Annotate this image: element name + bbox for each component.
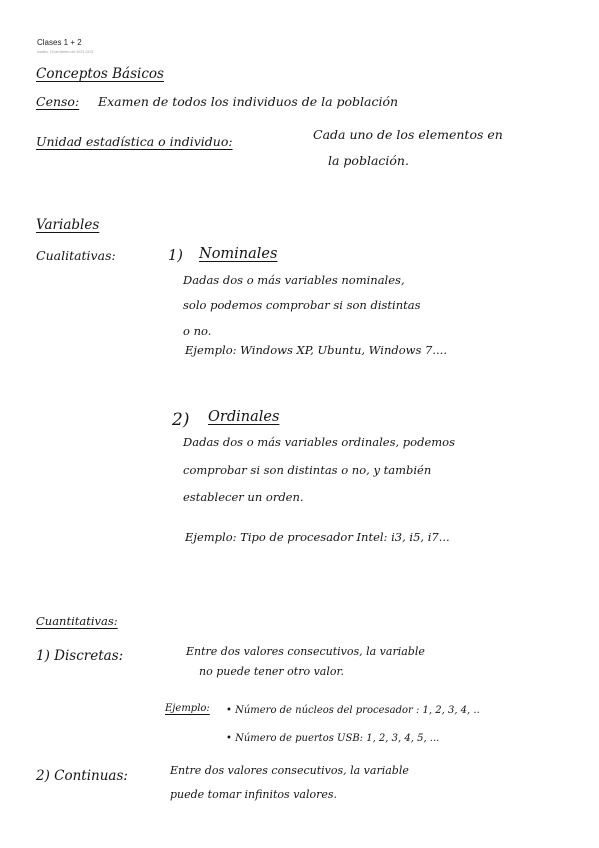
ordinales-line3: establecer un orden. [183,490,304,504]
cualitativas-label: Cualitativas: [36,248,116,263]
nominales-example: Ejemplo: Windows XP, Ubuntu, Windows 7.... [185,343,447,357]
nominales-line2: solo podemos comprobar si son distintas [183,298,421,312]
ordinales-number: 2) [172,410,190,430]
discretas-example-bullet2: • Número de puertos USB: 1, 2, 3, 4, 5, ... [226,733,440,744]
discretas-line1: Entre dos valores consecutivos, la variable [186,645,425,658]
censo-definition: Examen de todos los individuos de la población [98,94,399,109]
cuantitativas-heading: Cuantitativas: [36,614,118,628]
nominales-number: 1) [168,248,183,264]
page-title: Clases 1 + 2 [37,38,82,47]
ordinales-title: Ordinales [208,409,280,425]
section-heading-variables: Variables [36,217,100,233]
discretas-label: 1) Discretas: [36,648,124,664]
nominales-title: Nominales [199,246,278,262]
ordinales-line1: Dadas dos o más variables ordinales, podemos [183,435,455,449]
discretas-line2: no puede tener otro valor. [199,665,345,678]
discretas-example-label: Ejemplo: [165,703,210,714]
ordinales-line2: comprobar si son distintas o no, y también [183,463,432,477]
nominales-line1: Dadas dos o más variables nominales, [183,273,405,287]
discretas-example-bullet1: • Número de núcleos del procesador : 1, 2, 3, 4, .. [226,705,480,716]
section-heading-conceptos: Conceptos Básicos [36,66,164,82]
unidad-definition-line2: la población. [328,153,409,168]
ordinales-example: Ejemplo: Tipo de procesador Intel: i3, i5, i7... [185,530,450,544]
nominales-line3: o no. [183,324,212,338]
unidad-definition-line1: Cada uno de los elementos en [313,127,503,142]
page-timestamp: martes, 16 de febrero de 2021 13:21 [37,50,94,54]
unidad-term: Unidad estadística o individuo: [36,134,233,149]
continuas-label: 2) Continuas: [36,768,128,784]
continuas-line1: Entre dos valores consecutivos, la variable [170,764,409,777]
continuas-line2: puede tomar infinitos valores. [170,788,338,801]
censo-term: Censo: [36,94,80,109]
